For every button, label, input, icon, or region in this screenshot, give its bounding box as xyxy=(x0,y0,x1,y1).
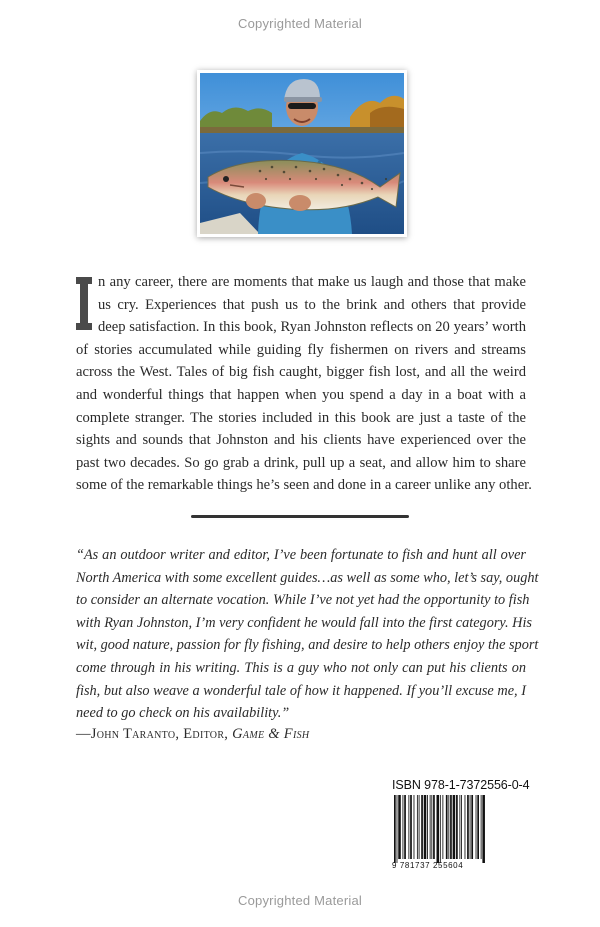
attribution-author: —John Taranto, Editor, xyxy=(76,726,233,742)
barcode-bar xyxy=(446,795,448,859)
barcode-bar xyxy=(431,795,432,859)
barcode-bar xyxy=(424,795,427,859)
author-photo xyxy=(197,70,407,237)
quote-line: fish, but also weave a wonderful tale of how it happened. If you’ll excuse me, I xyxy=(76,682,526,699)
barcode-bar xyxy=(398,795,401,859)
barcode-digits: 9 781737 255604 xyxy=(392,861,464,870)
barcode-bar xyxy=(471,795,473,859)
isbn-barcode xyxy=(392,795,504,863)
barcode-bar xyxy=(408,795,409,859)
barcode-bar xyxy=(427,795,428,859)
barcode-bar xyxy=(456,795,458,859)
barcode-bar xyxy=(470,795,471,859)
description-line: across the West. Tales of big fish caught, bigger fish lost, and all the weird xyxy=(76,364,526,381)
barcode-bar xyxy=(417,795,418,859)
description-line: sights and sounds that Johnston and his clients have experienced over the xyxy=(76,432,526,449)
isbn-label: ISBN 978-1-7372556-0-4 xyxy=(392,778,530,792)
description-line: deep satisfaction. In this book, Ryan Johnston reflects on 20 years’ worth xyxy=(98,319,526,336)
barcode-bar xyxy=(459,795,460,859)
barcode-bar xyxy=(440,795,441,863)
barcode-bar xyxy=(482,795,485,863)
section-divider xyxy=(191,515,409,518)
description-line: of stories accumulated while guiding fly fishermen on rivers and streams xyxy=(76,341,526,358)
quote-line: come through in his writing. This is a guy who not only can put his clients on xyxy=(76,659,526,676)
endorsement-quote xyxy=(76,544,539,725)
barcode-bar xyxy=(437,795,440,863)
barcode-bar xyxy=(430,795,431,859)
barcode-bar xyxy=(477,795,479,859)
quote-line: to consider an alternate vocation. While I’ve not yet had the opportunity to fish xyxy=(76,592,530,609)
description-line: past two decades. So go grab a drink, pull up a seat, and allow him to share xyxy=(76,454,526,471)
quote-line: need to go check on his availability.” xyxy=(76,705,290,722)
quote-line: North America with some excellent guides…as well as some who, let’s say, ought xyxy=(76,569,539,586)
barcode-bar xyxy=(403,795,404,859)
copyright-watermark-bottom: Copyrighted Material xyxy=(238,893,362,908)
barcode-bar xyxy=(414,795,415,859)
barcode-bar xyxy=(397,795,398,863)
barcode-bar xyxy=(448,795,449,859)
description-line: n any career, there are moments that make us laugh and those that make xyxy=(98,274,526,290)
description-line: complete stranger. The stories included in this book are just a taste of the xyxy=(76,409,526,426)
description-line: some of the remarkable things he’s seen and done in a career unlike any other. xyxy=(76,477,532,494)
barcode-bar xyxy=(481,795,482,859)
barcode-bar xyxy=(476,795,477,859)
author-photo-image xyxy=(200,73,404,234)
barcode-bar xyxy=(419,795,420,859)
barcode-bar xyxy=(410,795,412,859)
description-line: and wonderful things that happen when you spend a day in a boat with a xyxy=(76,386,526,403)
book-description xyxy=(76,271,532,497)
quote-attribution xyxy=(76,726,309,743)
quote-line: with Ryan Johnston, I’m very confident he would fall into the first category. His xyxy=(76,614,532,631)
barcode-bar xyxy=(442,795,443,859)
barcode-bar xyxy=(465,795,466,859)
barcode-bar xyxy=(467,795,469,859)
quote-line: “As an outdoor writer and editor, I’ve been fortunate to fish and hunt all over xyxy=(76,547,526,563)
barcode-bar xyxy=(453,795,456,859)
barcode-bar xyxy=(421,795,423,859)
quote-line: wit, good nature, passion for fly fishing, and desire to help others enjoy the sport xyxy=(76,637,539,654)
attribution-publication: Game & Fish xyxy=(232,726,310,742)
barcode-bar xyxy=(461,795,462,859)
copyright-watermark-top: Copyrighted Material xyxy=(238,16,362,31)
barcode-bar xyxy=(450,795,452,859)
description-line: us cry. Experiences that push us to the brink and others that provide xyxy=(98,296,526,313)
barcode-bar xyxy=(404,795,406,859)
barcode-bar xyxy=(433,795,435,859)
barcode-bar xyxy=(394,795,396,863)
